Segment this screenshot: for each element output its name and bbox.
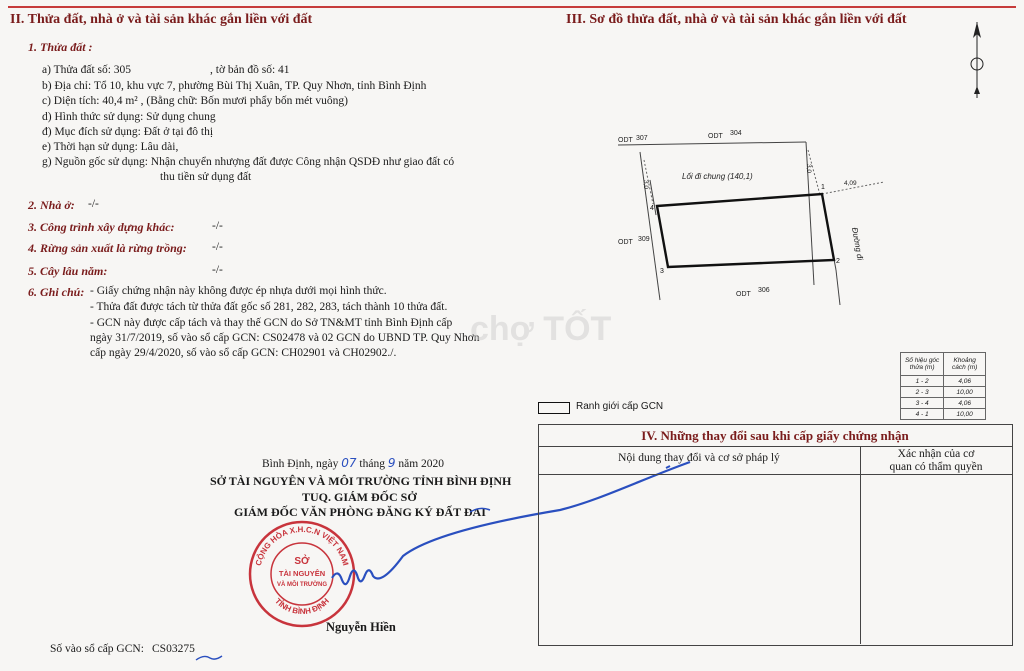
- signer-name: Nguyễn Hiền: [326, 620, 396, 634]
- note-line-3: - GCN này được cấp tách và thay thế GCN do Sở TN&MT tỉnh Bình Định cấp: [90, 317, 453, 329]
- offset-left: 3,0: [642, 180, 649, 190]
- vertex-4: 4: [650, 205, 654, 212]
- map-sheet: , tờ bản đồ số: 41: [210, 64, 290, 76]
- note-line-1: - Giấy chứng nhận này không được ép nhựa dưới mọi hình thức.: [90, 285, 387, 297]
- parcel-306-number: 306: [758, 287, 770, 294]
- date-year: năm 2020: [398, 458, 445, 470]
- date-month-label: tháng: [359, 458, 385, 470]
- table-row: [901, 376, 986, 387]
- side-road-label: Đường đi: [850, 226, 865, 261]
- divider: [538, 446, 1012, 447]
- watermark: chợ TỐT: [470, 310, 612, 348]
- dims-cell: 4,06: [944, 398, 986, 409]
- north-arrow-icon: [962, 20, 992, 100]
- changes-col2-header-2: quan có thẩm quyền: [889, 461, 983, 473]
- dims-cell: 10,00: [944, 387, 986, 398]
- date-day: 07: [341, 456, 357, 470]
- use-origin-line1: g) Nguồn gốc sử dụng: Nhận chuyển nhượng đất được Công nhận QSDĐ như giao đất có: [42, 156, 455, 168]
- notes-label: 6. Ghi chú:: [28, 285, 85, 299]
- note-line-5: cấp ngày 29/4/2020, số vào sổ cấp GCN: CH02901 và CH02902./.: [90, 347, 397, 359]
- parcel-306-code: ODT: [736, 291, 751, 298]
- vertex-3: 3: [660, 268, 664, 275]
- stamp-center-1: SỞ: [294, 556, 310, 567]
- house-value: -/-: [88, 198, 99, 210]
- legend-swatch: [538, 402, 570, 414]
- date-prefix: Bình Định, ngày: [262, 458, 339, 470]
- dims-cell: 10,00: [944, 409, 986, 420]
- dims-cell: 2 - 3: [901, 387, 944, 398]
- parcel-309-number: 309: [638, 236, 650, 243]
- parcel-304-code: ODT: [708, 133, 723, 140]
- parcel-309-code: ODT: [618, 239, 633, 246]
- perennial-value: -/-: [212, 264, 223, 276]
- house-label: 2. Nhà ở:: [28, 198, 75, 212]
- forest-value: -/-: [212, 241, 223, 253]
- org-line-3: GIÁM ĐỐC VĂN PHÒNG ĐĂNG KÝ ĐẤT ĐAI: [234, 505, 486, 519]
- table-row: [901, 398, 986, 409]
- section4-title: IV. Những thay đổi sau khi cấp giấy chứng nhận: [641, 428, 909, 443]
- divider: [860, 446, 861, 644]
- land-heading: 1. Thửa đất :: [28, 40, 93, 54]
- date-month: 9: [387, 456, 396, 470]
- parcel-number: a) Thửa đất số: 305: [42, 64, 132, 76]
- vertex-2: 2: [836, 258, 840, 265]
- table-row: [901, 409, 986, 420]
- address: b) Địa chỉ: Tổ 10, khu vực 7, phường Bùi Thị Xuân, TP. Quy Nhơn, tỉnh Bình Định: [42, 80, 427, 92]
- parcel-map: [600, 120, 900, 310]
- use-origin-line2: thu tiền sử dụng đất: [160, 171, 252, 183]
- offset-right: 3,0: [805, 164, 812, 174]
- parcel-307-code: ODT: [618, 137, 633, 144]
- divider: [538, 474, 1012, 475]
- perennial-label: 5. Cây lâu năm:: [28, 264, 108, 278]
- use-term: e) Thời hạn sử dụng: Lâu dài,: [42, 141, 179, 153]
- parcel-304-number: 304: [730, 130, 742, 137]
- note-line-2: - Thửa đất được tách từ thửa đất gốc số 281, 282, 283, tách thành 10 thửa đất.: [90, 301, 448, 313]
- forest-label: 4. Rừng sản xuất là rừng trồng:: [28, 241, 187, 255]
- construction-label: 3. Công trình xây dựng khác:: [28, 220, 175, 234]
- use-purpose: đ) Mục đích sử dụng: Đất ở tại đô thị: [42, 126, 214, 138]
- dims-cell: 4,06: [944, 376, 986, 387]
- use-form: d) Hình thức sử dụng: Sử dụng chung: [42, 111, 216, 123]
- edge-length: 4,09: [844, 180, 857, 187]
- dims-header-distance: Khoảng cách (m): [944, 353, 986, 376]
- section2-title: II. Thửa đất, nhà ở và tài sản khác gắn liền với đất: [10, 12, 313, 27]
- dims-cell: 1 - 2: [901, 376, 944, 387]
- book-label: Số vào sổ cấp GCN:: [50, 643, 144, 655]
- stamp-ring-text: CỘNG HÒA X.H.C.N VIỆT NAM: [253, 524, 351, 567]
- stamp-center-2: TÀI NGUYÊN: [278, 569, 326, 578]
- vertex-1: 1: [821, 184, 825, 191]
- dims-header-vertex: Số hiệu góc thửa (m): [901, 353, 944, 376]
- changes-col2-header-1: Xác nhận của cơ: [897, 448, 975, 460]
- dims-cell: 4 - 1: [901, 409, 944, 420]
- legend-label: Ranh giới cấp GCN: [576, 401, 664, 412]
- dims-cell: 3 - 4: [901, 398, 944, 409]
- common-road-label: Lối đi chung (140,1): [682, 172, 753, 181]
- parcel-307-number: 307: [636, 135, 648, 142]
- table-row: [901, 387, 986, 398]
- stamp-bottom-text: TỈNH BÌNH ĐỊNH: [273, 596, 331, 617]
- org-line-2: TUQ. GIÁM ĐỐC SỞ: [302, 490, 417, 504]
- dimensions-table: [900, 352, 986, 420]
- note-line-4: ngày 31/7/2019, số vào sổ cấp GCN: CS02478 và 02 GCN do UBND TP. Quy Nhơn: [90, 332, 480, 344]
- stamp-center-3: VÀ MÔI TRƯỜNG: [276, 582, 328, 588]
- area: c) Diện tích: 40,4 m² , (Bằng chữ: Bốn mươi phẩy bốn mét vuông): [42, 95, 348, 107]
- book-number: CS03275: [152, 643, 195, 655]
- org-line-1: SỞ TÀI NGUYÊN VÀ MÔI TRƯỜNG TỈNH BÌNH ĐỊNH: [210, 474, 512, 488]
- section3-title: III. Sơ đồ thửa đất, nhà ở và tài sản khác gắn liền với đất: [566, 12, 907, 27]
- construction-value: -/-: [212, 220, 223, 232]
- changes-col1-header: Nội dung thay đổi và cơ sở pháp lý: [618, 452, 780, 464]
